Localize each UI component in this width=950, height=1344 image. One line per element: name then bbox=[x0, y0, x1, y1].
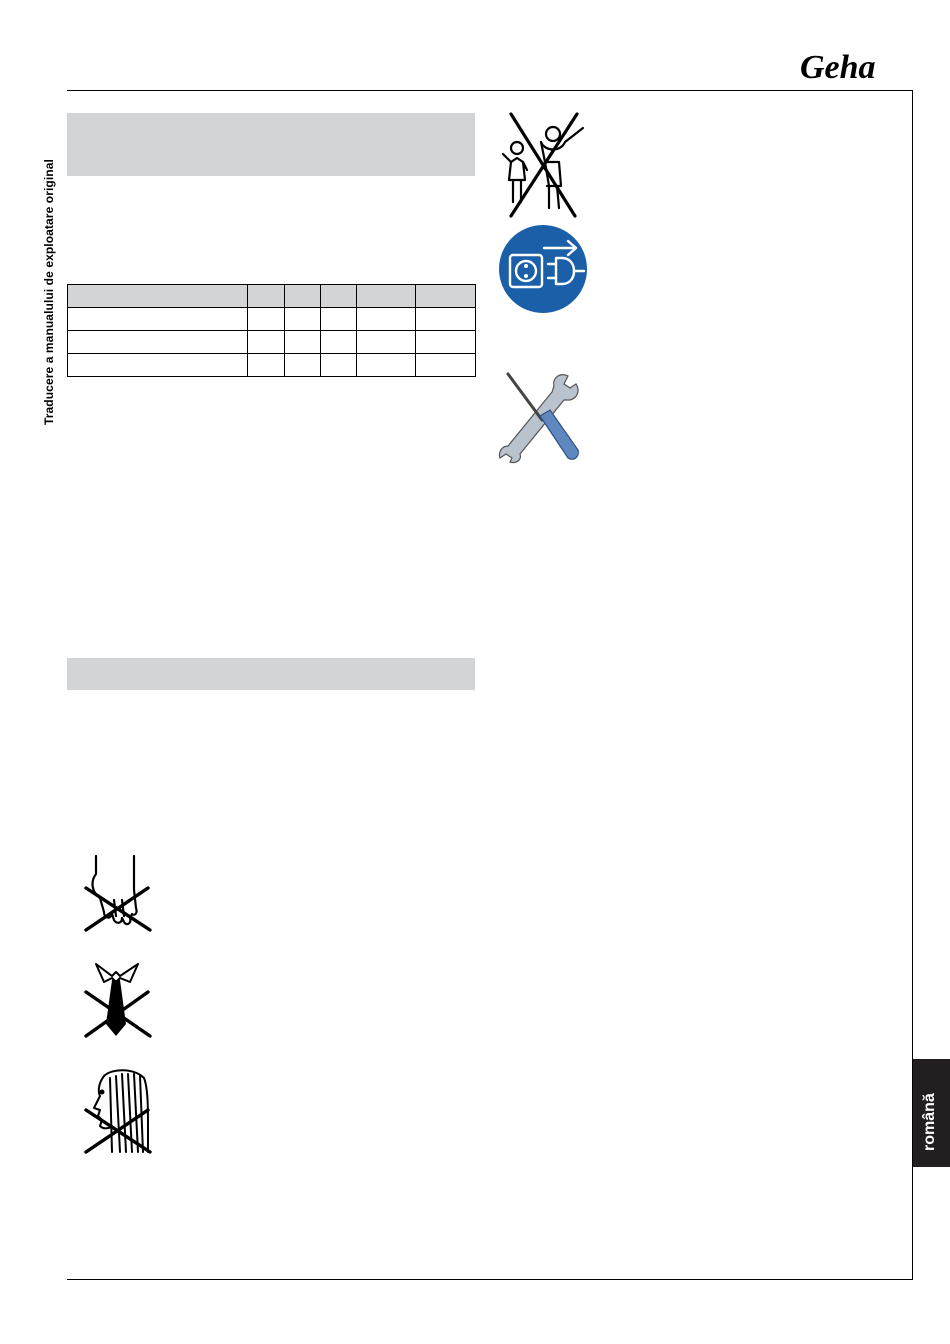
table-cell bbox=[248, 331, 285, 354]
table-cell bbox=[248, 285, 285, 308]
table-cell bbox=[416, 308, 476, 331]
language-tab-label: română bbox=[921, 1093, 938, 1151]
table-cell bbox=[416, 354, 476, 377]
table-cell bbox=[68, 285, 248, 308]
table-cell bbox=[285, 331, 321, 354]
no-hand-icon bbox=[82, 854, 152, 932]
no-children-icon bbox=[497, 112, 589, 218]
table-row bbox=[68, 308, 476, 331]
table-header-row bbox=[68, 285, 476, 308]
table-cell bbox=[321, 308, 357, 331]
no-long-hair-icon bbox=[82, 1068, 152, 1156]
footer-rule bbox=[67, 1279, 913, 1280]
no-tools-icon bbox=[498, 370, 580, 464]
header-rule bbox=[67, 90, 913, 91]
table-cell bbox=[248, 308, 285, 331]
table-row bbox=[68, 354, 476, 377]
no-tie-icon bbox=[82, 962, 152, 1040]
table-cell bbox=[357, 285, 416, 308]
table-cell bbox=[68, 308, 248, 331]
table-row bbox=[68, 331, 476, 354]
document-side-title: Traducere a manualului de exploatare original bbox=[42, 159, 56, 425]
table-cell bbox=[416, 285, 476, 308]
table-cell bbox=[357, 331, 416, 354]
section-heading-bar bbox=[67, 658, 475, 690]
table-cell bbox=[285, 285, 321, 308]
table-cell bbox=[321, 354, 357, 377]
table-cell bbox=[321, 285, 357, 308]
spec-table bbox=[67, 284, 476, 377]
geha-logo bbox=[798, 46, 914, 88]
table-cell bbox=[285, 354, 321, 377]
table-cell bbox=[68, 354, 248, 377]
table-cell bbox=[357, 308, 416, 331]
table-cell bbox=[68, 331, 248, 354]
svg-text:Geha: Geha bbox=[800, 49, 876, 86]
section-heading-block bbox=[67, 113, 475, 176]
table-cell bbox=[248, 354, 285, 377]
table-cell bbox=[357, 354, 416, 377]
table-cell bbox=[285, 308, 321, 331]
table-cell bbox=[321, 331, 357, 354]
table-cell bbox=[416, 331, 476, 354]
unplug-mains-icon bbox=[498, 224, 588, 314]
language-tab[interactable] bbox=[913, 1059, 950, 1167]
